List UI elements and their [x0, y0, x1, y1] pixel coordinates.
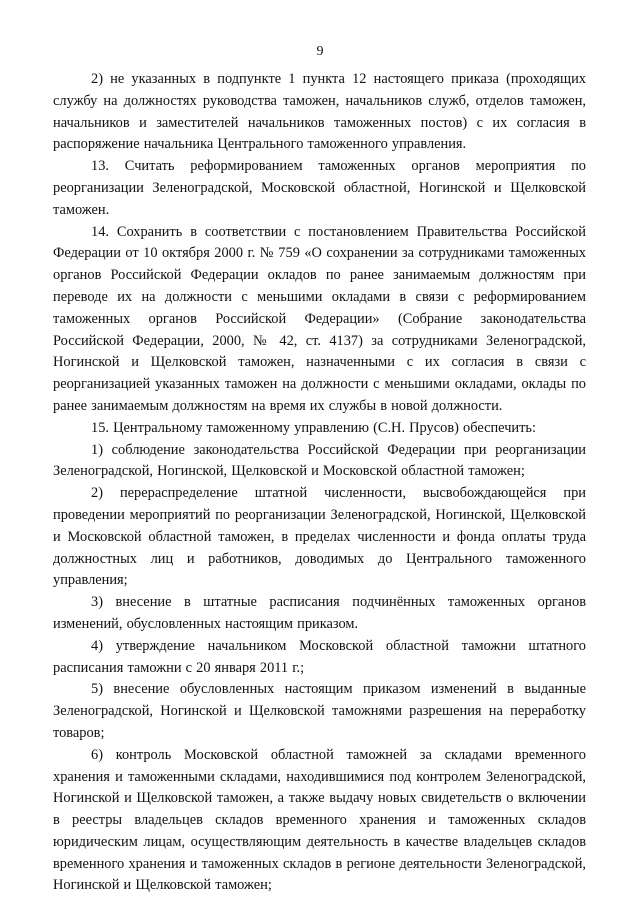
paragraph-15-item-3: 3) внесение в штатные расписания подчинённых таможенных органов изменений, обусловленных настоящим приказом.: [53, 594, 586, 632]
document-body: [53, 69, 586, 897]
paragraph-15-item-2: 2) перераспределение штатной численности, высвобождающейся при проведении мероприятий по реорганизации Зеленоградской, Ногинской, Щелковской и Московской областной таможен, в пределах численности и фонда оплаты труда должностных лиц и работников, доводимых до Центрального таможенного управления;: [53, 485, 586, 589]
paragraph-15-item-4: 4) утверждение начальником Московской областной таможни штатного расписания таможни с 20 января 2011 г.;: [53, 637, 586, 676]
paragraph-item-2: 2) не указанных в подпункте 1 пункта 12 настоящего приказа (проходящих службу на должностях руководства таможен, начальников служб, отделов таможен, начальников и заместителей начальников таможенных постов) с их согласия в распоряжение начальника Центрального таможенного управления.: [53, 71, 586, 153]
paragraph-14: 14. Сохранить в соответствии с постановлением Правительства Российской Федерации от 10 октября 2000 г. № 759 «О сохранении за сотрудниками таможенных органов Российской Федерации окладов по ранее занимаемым должностям при переводе их на должности с меньшими окладами в связи с реформированием таможенных органов Российской Федерации» (Собрание законодательства Российской Федерации, 2000, № 42, ст. 4137) за сотрудниками Зеленоградской, Ногинской и Щелковской таможен, назначенными с их согласия в связи с реорганизацией указанных таможен на должности с меньшими окладами, оклады по ранее занимаемым должностям на время их службы в новой должности.: [53, 223, 586, 414]
paragraph-13: 13. Считать реформированием таможенных органов мероприятия по реорганизации Зеленоградской, Московской областной, Ногинской и Щелковской таможен.: [53, 158, 586, 218]
paragraph-15-item-5: 5) внесение обусловленных настоящим приказом изменений в выданные Зеленоградской, Ногинской и Щелковской таможнями разрешения на переработку товаров;: [53, 681, 586, 741]
paragraph-15: 15. Центральному таможенному управлению (С.Н. Прусов) обеспечить:: [91, 419, 536, 436]
page-number: 9: [316, 44, 324, 59]
paragraph-15-item-1: 1) соблюдение законодательства Российской Федерации при реорганизации Зеленоградской, Ногинской, Щелковской и Московской областной таможен;: [53, 441, 586, 480]
paragraph-15-item-6: 6) контроль Московской областной таможней за складами временного хранения и таможенными складами, находившимися под контролем Зеленоградской, Ногинской и Щелковской таможен, а также выдачу новых свидетельств о включении в реестры владельцев складов временного хранения и таможенных складов юридическим лицам, осуществляющим деятельность в качестве владельцев складов временного хранения и таможенных складов в регионе деятельности Зеленоградской, Ногинской и Щелковской таможен;: [53, 746, 586, 894]
